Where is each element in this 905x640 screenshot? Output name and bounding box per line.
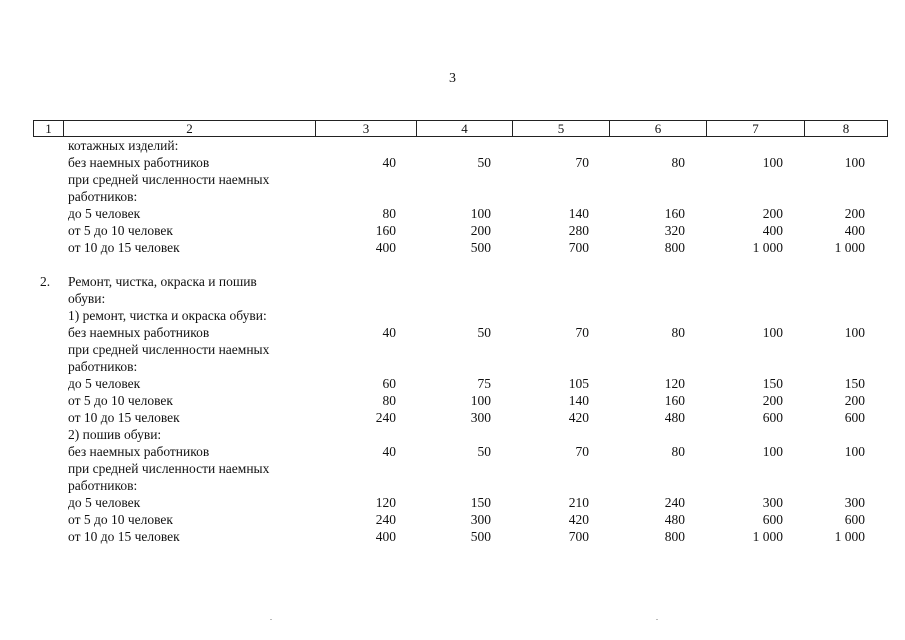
header-cell: 5 (513, 121, 610, 136)
row-value-col-6: 320 (664, 223, 685, 238)
header-cell: 4 (417, 121, 513, 136)
table-row (0, 256, 905, 273)
row-value-col-8: 300 (844, 495, 865, 510)
row-value-col-8: 150 (844, 376, 865, 391)
row-label: без наемных работников (68, 325, 210, 340)
row-value-col-4: 150 (470, 495, 491, 510)
header-cell: 3 (316, 121, 417, 136)
row-value-col-7: 150 (762, 376, 783, 391)
row-value-col-5: 420 (568, 410, 589, 425)
table-row (0, 222, 905, 239)
row-value-col-7: 200 (762, 206, 783, 221)
table-row (0, 460, 905, 477)
header-cell: 2 (64, 121, 316, 136)
row-value-col-4: 50 (477, 444, 491, 459)
row-value-col-3: 80 (382, 206, 396, 221)
row-value-col-4: 50 (477, 155, 491, 170)
row-label: работников: (68, 478, 138, 493)
scan-artifact (656, 619, 658, 620)
row-label: котажных изделий: (68, 138, 179, 153)
row-value-col-8: 100 (844, 444, 865, 459)
row-label: при средней численности наемных (68, 172, 270, 187)
table-header-row (33, 120, 888, 137)
row-value-col-5: 70 (575, 444, 589, 459)
row-value-col-4: 300 (470, 410, 491, 425)
row-value-col-6: 800 (664, 240, 685, 255)
row-value-col-4: 100 (470, 393, 491, 408)
row-value-col-5: 210 (568, 495, 589, 510)
row-value-col-3: 400 (375, 529, 396, 544)
table-row (0, 392, 905, 409)
row-value-col-4: 300 (470, 512, 491, 527)
row-value-col-7: 100 (762, 325, 783, 340)
row-value-col-8: 1 000 (834, 529, 865, 544)
row-value-col-8: 200 (844, 206, 865, 221)
row-label: до 5 человек (68, 495, 141, 510)
row-label: обуви: (68, 291, 106, 306)
row-value-col-6: 160 (664, 206, 685, 221)
table-row (0, 171, 905, 188)
row-value-col-4: 500 (470, 240, 491, 255)
row-label: до 5 человек (68, 206, 141, 221)
row-value-col-3: 80 (382, 393, 396, 408)
row-value-col-3: 40 (382, 325, 396, 340)
row-value-col-5: 420 (568, 512, 589, 527)
table-row (0, 307, 905, 324)
row-value-col-7: 100 (762, 155, 783, 170)
row-value-col-8: 100 (844, 155, 865, 170)
row-value-col-3: 240 (375, 410, 396, 425)
row-value-col-7: 300 (762, 495, 783, 510)
table-row (0, 137, 905, 154)
row-value-col-5: 105 (568, 376, 589, 391)
row-value-col-5: 140 (568, 393, 589, 408)
row-value-col-6: 80 (671, 444, 685, 459)
row-value-col-4: 50 (477, 325, 491, 340)
table-row (0, 528, 905, 545)
scan-artifact (270, 619, 272, 620)
table-row (0, 324, 905, 341)
header-cell: 1 (34, 121, 64, 136)
row-value-col-6: 240 (664, 495, 685, 510)
row-value-col-8: 1 000 (834, 240, 865, 255)
row-value-col-7: 1 000 (752, 240, 783, 255)
table-row (0, 426, 905, 443)
row-label: от 5 до 10 человек (68, 393, 173, 408)
row-value-col-3: 400 (375, 240, 396, 255)
table-row (0, 375, 905, 392)
row-value-col-7: 200 (762, 393, 783, 408)
header-cell: 6 (610, 121, 707, 136)
row-value-col-6: 800 (664, 529, 685, 544)
row-label: без наемных работников (68, 155, 210, 170)
row-label: 1) ремонт, чистка и окраска обуви: (68, 308, 267, 323)
row-value-col-8: 100 (844, 325, 865, 340)
row-value-col-3: 160 (375, 223, 396, 238)
row-value-col-8: 400 (844, 223, 865, 238)
row-value-col-8: 600 (844, 512, 865, 527)
row-value-col-4: 75 (477, 376, 491, 391)
table-row (0, 239, 905, 256)
row-label: без наемных работников (68, 444, 210, 459)
row-value-col-7: 100 (762, 444, 783, 459)
row-value-col-4: 500 (470, 529, 491, 544)
table-row (0, 188, 905, 205)
header-cell: 8 (842, 121, 850, 136)
table-row (0, 443, 905, 460)
row-value-col-8: 600 (844, 410, 865, 425)
table-row (0, 273, 905, 290)
row-value-col-7: 400 (762, 223, 783, 238)
row-label: Ремонт, чистка, окраска и пошив (68, 274, 257, 289)
row-value-col-3: 240 (375, 512, 396, 527)
row-label: от 10 до 15 человек (68, 410, 180, 425)
page-number: 3 (449, 71, 456, 86)
table-row (0, 511, 905, 528)
table-row (0, 154, 905, 171)
row-value-col-6: 480 (664, 410, 685, 425)
table-row (0, 205, 905, 222)
row-value-col-7: 600 (762, 410, 783, 425)
row-label: работников: (68, 189, 138, 204)
row-label: работников: (68, 359, 138, 374)
row-value-col-5: 70 (575, 325, 589, 340)
row-value-col-3: 120 (375, 495, 396, 510)
row-value-col-5: 70 (575, 155, 589, 170)
row-value-col-6: 80 (671, 155, 685, 170)
row-value-col-5: 140 (568, 206, 589, 221)
row-label: до 5 человек (68, 376, 141, 391)
table-row (0, 494, 905, 511)
table-row (0, 290, 905, 307)
row-value-col-7: 600 (762, 512, 783, 527)
row-value-col-3: 40 (382, 155, 396, 170)
table-row (0, 358, 905, 375)
row-label: от 5 до 10 человек (68, 512, 173, 527)
row-number: 2. (40, 274, 51, 289)
row-value-col-6: 80 (671, 325, 685, 340)
row-value-col-5: 280 (568, 223, 589, 238)
row-value-col-6: 120 (664, 376, 685, 391)
table-row (0, 477, 905, 494)
table-row (0, 409, 905, 426)
row-value-col-4: 100 (470, 206, 491, 221)
row-value-col-6: 160 (664, 393, 685, 408)
row-value-col-7: 1 000 (752, 529, 783, 544)
header-cell: 7 (707, 121, 805, 136)
row-value-col-4: 200 (470, 223, 491, 238)
row-label: от 5 до 10 человек (68, 223, 173, 238)
row-value-col-3: 40 (382, 444, 396, 459)
row-label: при средней численности наемных (68, 461, 270, 476)
row-label: при средней численности наемных (68, 342, 270, 357)
row-label: от 10 до 15 человек (68, 240, 180, 255)
row-value-col-5: 700 (568, 529, 589, 544)
row-label: от 10 до 15 человек (68, 529, 180, 544)
row-value-col-6: 480 (664, 512, 685, 527)
row-value-col-8: 200 (844, 393, 865, 408)
table-row (0, 341, 905, 358)
row-value-col-3: 60 (382, 376, 396, 391)
row-value-col-5: 700 (568, 240, 589, 255)
row-label: 2) пошив обуви: (68, 427, 162, 442)
